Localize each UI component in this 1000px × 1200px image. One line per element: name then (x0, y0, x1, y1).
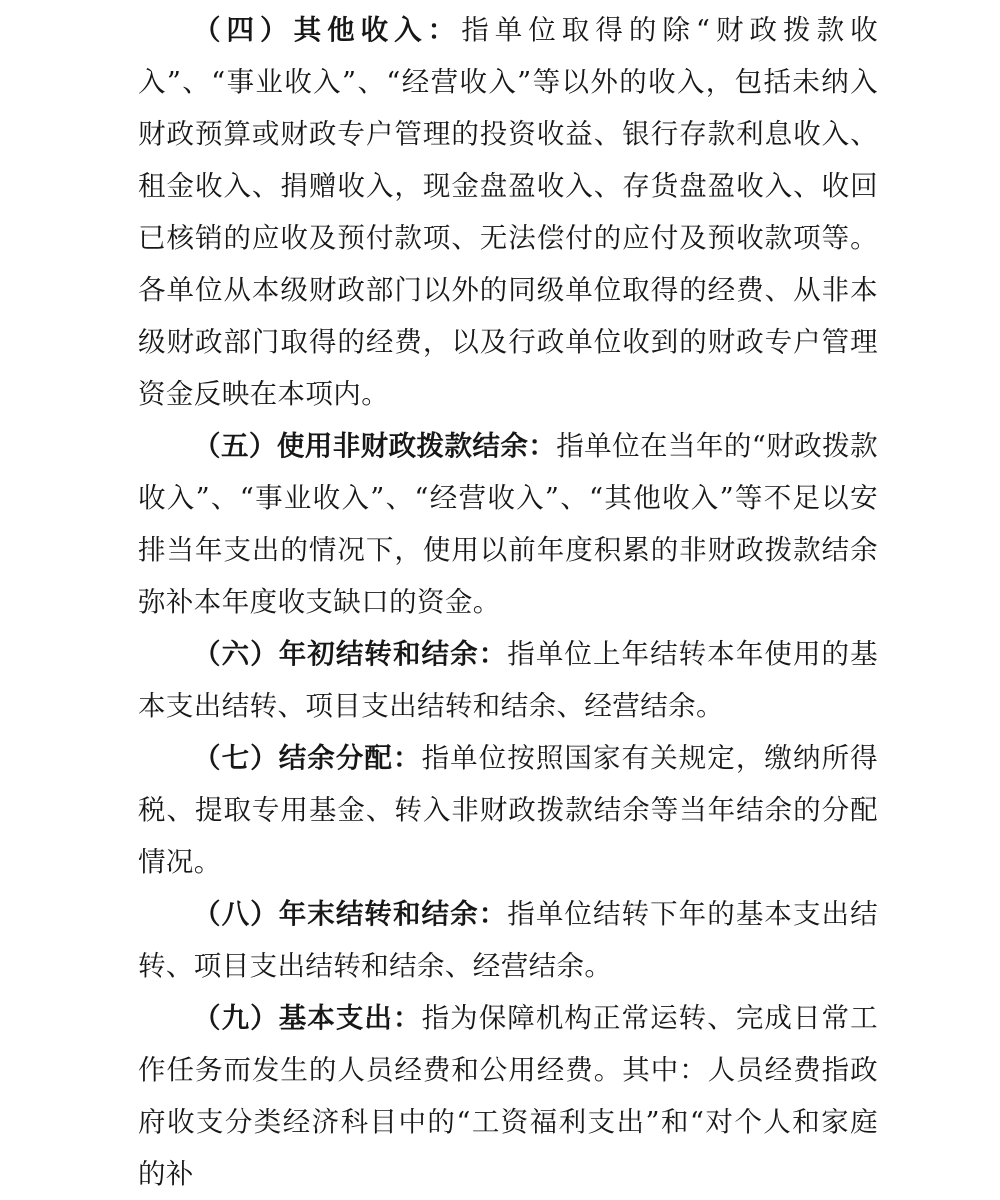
paragraph-five (138, 420, 878, 628)
paragraph-six-text: 指单位上年结转本年使用的基本支出结转、项目支出结转和结余、经营结余。 (138, 638, 878, 722)
paragraph-four-term: （四）其他收入： (193, 14, 462, 46)
paragraph-eight (138, 888, 878, 992)
paragraph-six-term: （六）年初结转和结余： (193, 638, 508, 670)
paragraph-six (138, 628, 878, 732)
paragraph-five-text: 指单位在当年的“财政拨款收入”、“事业收入”、“经营收入”、“其他收入”等不足以安排当年支出的情况下，使用以前年度积累的非财政拨款结余弥补本年度收支缺口的资金。 (138, 430, 879, 618)
paragraph-nine-text: 指为保障机构正常运转、完成日常工作任务而发生的人员经费和公用经费。其中：人员经费指政府收支分类经济科目中的“工资福利支出”和“对个人和家庭的补 (138, 1002, 878, 1190)
paragraph-five-term: （五）使用非财政拨款结余： (193, 430, 557, 462)
paragraph-eight-text: 指单位结转下年的基本支出结转、项目支出结转和结余、经营结余。 (138, 898, 878, 982)
paragraph-seven-term: （七）结余分配： (193, 742, 422, 774)
paragraph-four (138, 4, 878, 420)
paragraph-nine (138, 992, 878, 1200)
paragraph-eight-term: （八）年末结转和结余： (193, 898, 508, 930)
paragraph-seven-text: 指单位按照国家有关规定，缴纳所得税、提取专用基金、转入非财政拨款结余等当年结余的分配情况。 (138, 742, 878, 878)
paragraph-nine-term: （九）基本支出： (193, 1002, 422, 1034)
paragraph-seven (138, 732, 878, 888)
document-body (138, 0, 878, 1200)
paragraph-four-text: 指单位取得的除“财政拨款收入”、“事业收入”、“经营收入”等以外的收入，包括未纳入财政预算或财政专户管理的投资收益、银行存款利息收入、租金收入、捐赠收入，现金盘盈收入、存货盘盈收入、收回已核销的应收及预付款项、无法偿付的应付及预收款项等。各单位从本级财政部门以外的同级单位取得的经费、从非本级财政部门取得的经费，以及行政单位收到的财政专户管理资金反映在本项内。 (138, 14, 878, 410)
